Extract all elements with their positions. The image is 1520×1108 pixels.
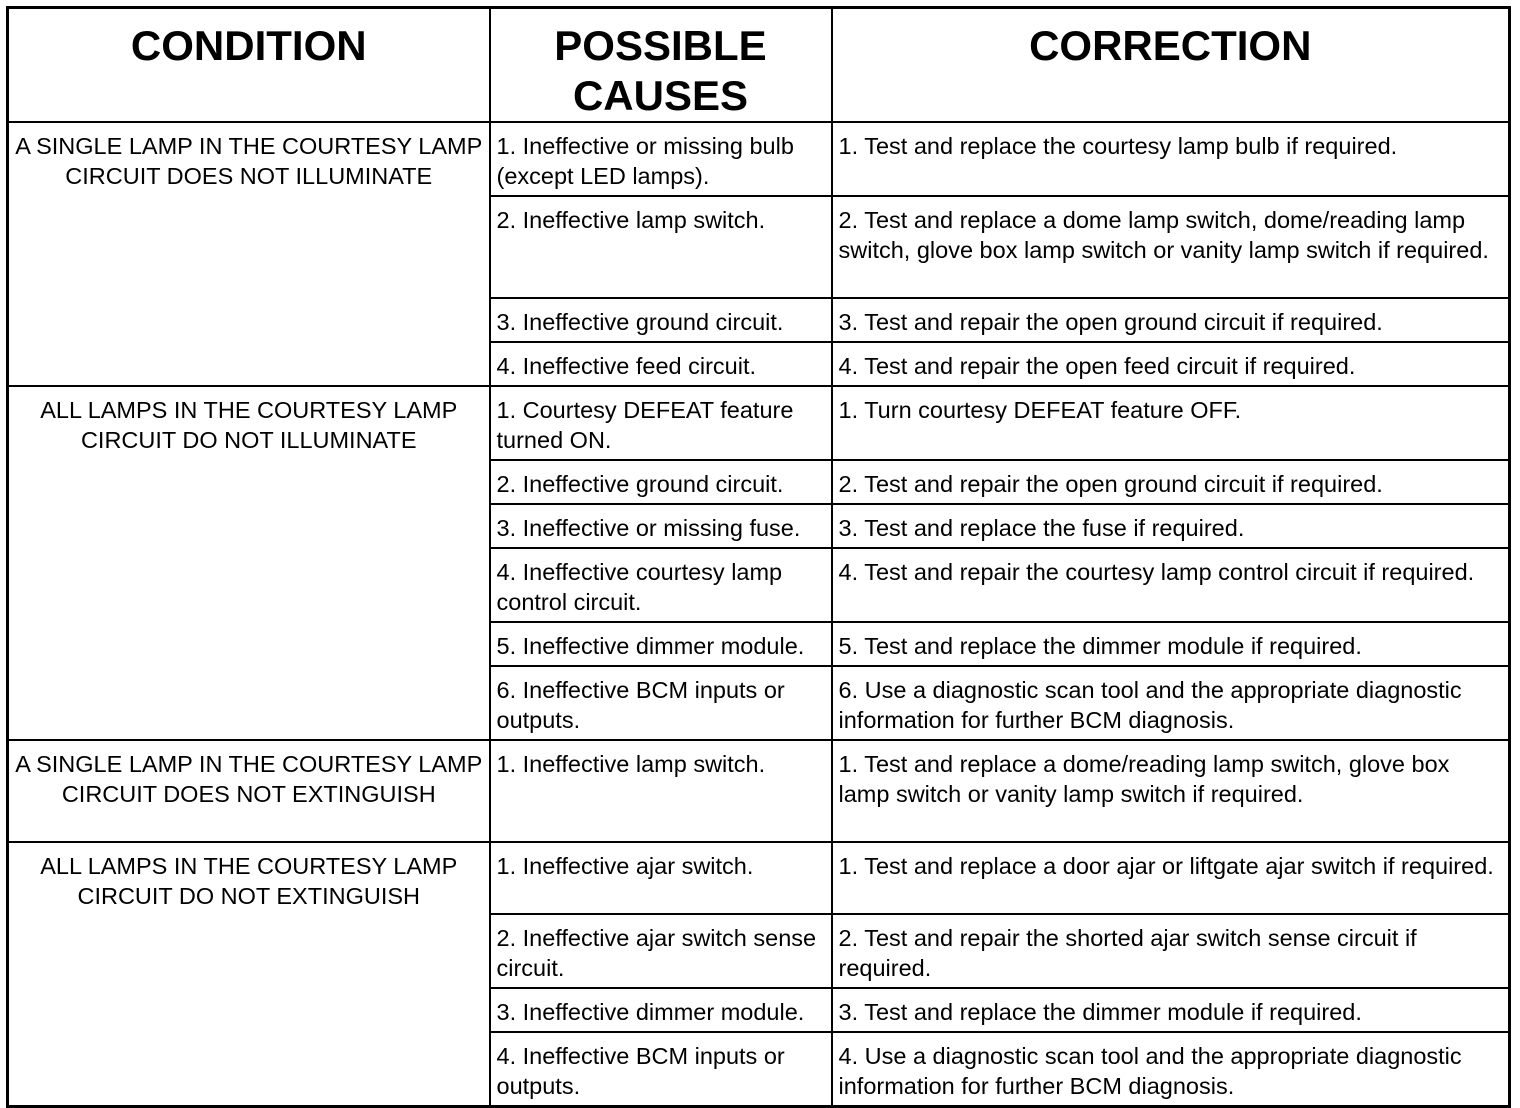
correction-cell: 6. Use a diagnostic scan tool and the appropriate diagnostic information for further BCM diagnosis. [832,666,1510,740]
cause-cell: 2. Ineffective lamp switch. [490,196,832,298]
cause-cell: 4. Ineffective BCM inputs or outputs. [490,1032,832,1107]
cause-cell: 2. Ineffective ground circuit. [490,460,832,504]
diagnosis-table [6,6,1511,1108]
condition-cell: ALL LAMPS IN THE COURTESY LAMP CIRCUIT DO NOT ILLUMINATE [8,386,490,740]
cause-cell: 1. Ineffective ajar switch. [490,842,832,914]
correction-cell: 1. Test and replace the courtesy lamp bulb if required. [832,122,1510,196]
correction-cell: 4. Test and repair the open feed circuit if required. [832,342,1510,386]
cause-cell: 2. Ineffective ajar switch sense circuit. [490,914,832,988]
cause-cell: 1. Courtesy DEFEAT feature turned ON. [490,386,832,460]
correction-cell: 1. Test and replace a dome/reading lamp switch, glove box lamp switch or vanity lamp switch if required. [832,740,1510,842]
correction-cell: 4. Use a diagnostic scan tool and the appropriate diagnostic information for further BCM diagnosis. [832,1032,1510,1107]
table-row [8,386,1510,460]
correction-cell: 1. Test and replace a door ajar or liftgate ajar switch if required. [832,842,1510,914]
cause-cell: 4. Ineffective feed circuit. [490,342,832,386]
header-causes-line1: POSSIBLE [554,22,767,69]
cause-cell: 3. Ineffective dimmer module. [490,988,832,1032]
cause-cell: 5. Ineffective dimmer module. [490,622,832,666]
correction-cell: 2. Test and repair the open ground circuit if required. [832,460,1510,504]
condition-cell: A SINGLE LAMP IN THE COURTESY LAMP CIRCUIT DOES NOT ILLUMINATE [8,122,490,386]
cause-cell: 1. Ineffective or missing bulb (except LED lamps). [490,122,832,196]
condition-cell: A SINGLE LAMP IN THE COURTESY LAMP CIRCUIT DOES NOT EXTINGUISH [8,740,490,842]
header-correction: CORRECTION [832,8,1510,123]
correction-cell: 5. Test and replace the dimmer module if required. [832,622,1510,666]
table-row [8,740,1510,842]
correction-cell: 1. Turn courtesy DEFEAT feature OFF. [832,386,1510,460]
cause-cell: 3. Ineffective or missing fuse. [490,504,832,548]
cause-cell: 6. Ineffective BCM inputs or outputs. [490,666,832,740]
cause-cell: 4. Ineffective courtesy lamp control circuit. [490,548,832,622]
correction-cell: 3. Test and repair the open ground circuit if required. [832,298,1510,342]
correction-cell: 4. Test and repair the courtesy lamp control circuit if required. [832,548,1510,622]
correction-cell: 2. Test and replace a dome lamp switch, dome/reading lamp switch, glove box lamp switch or vanity lamp switch if required. [832,196,1510,298]
header-causes-line2: CAUSES [572,72,749,119]
header-condition: CONDITION [8,8,490,123]
correction-cell: 2. Test and repair the shorted ajar switch sense circuit if required. [832,914,1510,988]
header-row [8,8,1510,123]
correction-cell: 3. Test and replace the fuse if required. [832,504,1510,548]
cause-cell: 3. Ineffective ground circuit. [490,298,832,342]
header-possible-causes [490,8,832,123]
table-row [8,122,1510,196]
table-row [8,842,1510,914]
condition-cell: ALL LAMPS IN THE COURTESY LAMP CIRCUIT DO NOT EXTINGUISH [8,842,490,1107]
cause-cell: 1. Ineffective lamp switch. [490,740,832,842]
correction-cell: 3. Test and replace the dimmer module if required. [832,988,1510,1032]
